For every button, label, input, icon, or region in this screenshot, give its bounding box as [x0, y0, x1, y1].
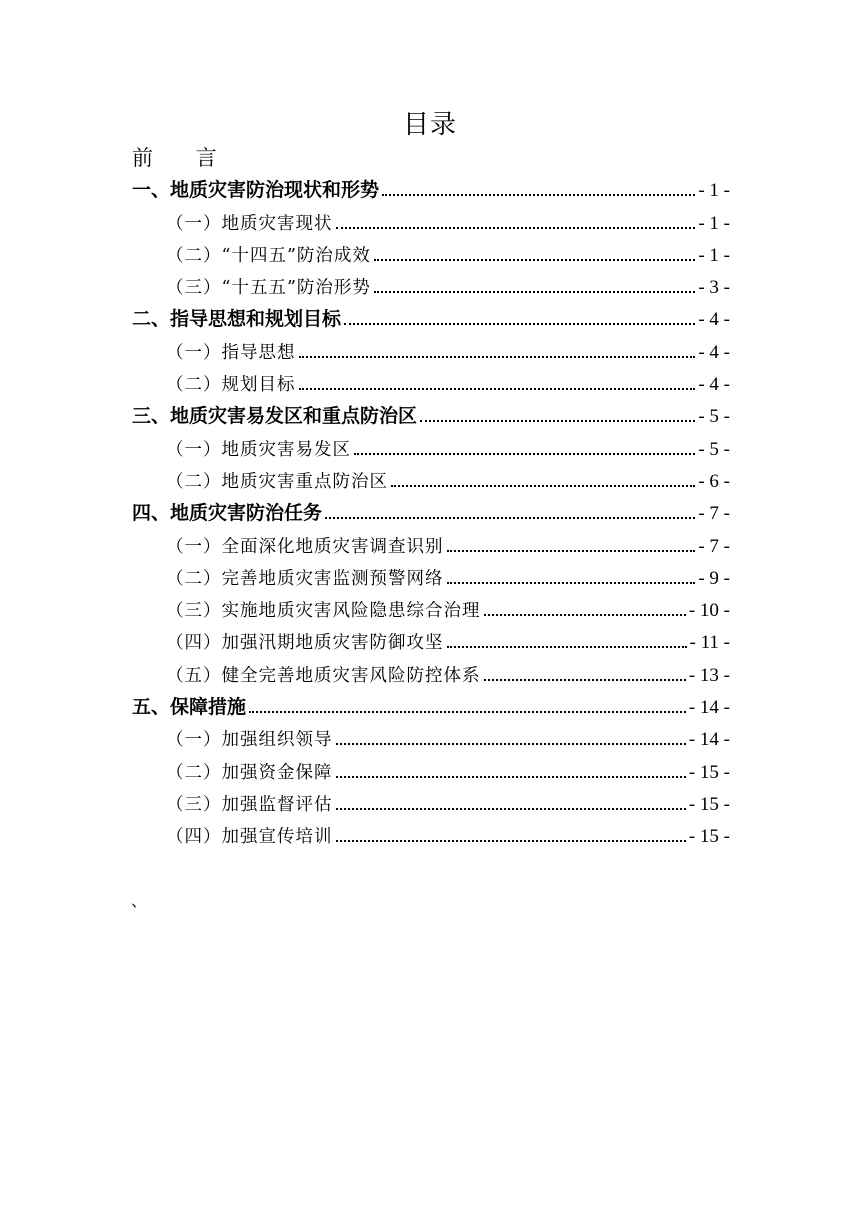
toc-dot-leader — [344, 323, 695, 325]
toc-entry-text: （一）全面深化地质灾害调查识别 — [166, 536, 444, 557]
toc-section-entry[interactable] — [132, 170, 730, 202]
toc-dot-leader — [391, 485, 695, 487]
toc-subsection-entry[interactable] — [132, 202, 730, 234]
toc-page-number: - 7 - — [698, 503, 730, 525]
toc-entry-text: （一）指导思想 — [166, 342, 296, 363]
toc-subsection-entry[interactable] — [132, 428, 730, 460]
toc-page-number: - 13 - — [688, 664, 730, 686]
toc-subsection-entry[interactable] — [132, 235, 730, 267]
toc-dot-leader — [336, 776, 686, 778]
toc-entry-text: （一）加强组织领导 — [166, 730, 333, 751]
toc-dot-leader — [336, 743, 686, 745]
toc-dot-leader — [325, 517, 695, 519]
toc-entry-text: 二、指导思想和规划目标 — [132, 308, 342, 331]
toc-page-number: - 1 - — [698, 244, 730, 266]
toc-dot-leader — [336, 808, 686, 810]
toc-page-number: - 11 - — [689, 632, 730, 654]
toc-page-number: - 15 - — [688, 793, 730, 815]
toc-subsection-entry[interactable] — [132, 461, 730, 493]
toc-preface-text: 前 言 — [132, 146, 235, 170]
toc-dot-leader — [374, 291, 695, 293]
toc-dot-leader — [382, 194, 695, 196]
toc-subsection-entry[interactable] — [132, 331, 730, 363]
toc-subsection-entry[interactable] — [132, 719, 730, 751]
stray-mark: 、 — [131, 891, 148, 910]
toc-entry-text: （四）加强宣传培训 — [166, 827, 333, 848]
toc-page-number: - 4 - — [698, 341, 730, 363]
toc-dot-leader — [336, 227, 696, 229]
toc-page-number: - 14 - — [688, 697, 730, 719]
toc-entry-text: （三）“十五五”防治形势 — [166, 278, 371, 299]
toc-page-number: - 5 - — [698, 438, 730, 460]
toc-subsection-entry[interactable] — [132, 267, 730, 299]
toc-entry-text: （二）“十四五”防治成效 — [166, 245, 371, 266]
toc-subsection-entry[interactable] — [132, 622, 730, 654]
toc-page-number: - 6 - — [698, 470, 730, 492]
toc-entry-text: （四）加强汛期地质灾害防御攻坚 — [166, 633, 444, 654]
toc-page-number: - 7 - — [698, 535, 730, 557]
toc-entry-text: 一、地质灾害防治现状和形势 — [132, 179, 380, 202]
toc-entry-text: （五）健全完善地质灾害风险防控体系 — [166, 665, 481, 686]
toc-page-number: - 15 - — [688, 826, 730, 848]
toc-subsection-entry[interactable] — [132, 751, 730, 783]
toc-page-number: - 9 - — [698, 567, 730, 589]
toc-section-entry[interactable] — [132, 687, 730, 719]
toc-subsection-entry[interactable] — [132, 364, 730, 396]
toc-dot-leader — [447, 582, 696, 584]
toc-dot-leader — [484, 679, 686, 681]
toc-dot-leader — [420, 420, 695, 422]
toc-dot-leader — [484, 614, 686, 616]
toc-dot-leader — [249, 711, 686, 713]
toc-page-number: - 3 - — [698, 277, 730, 299]
toc-subsection-entry[interactable] — [132, 654, 730, 686]
toc-entry-text: 四、地质灾害防治任务 — [132, 502, 323, 525]
toc-preface — [132, 142, 235, 172]
toc-page-number: - 4 - — [698, 374, 730, 396]
toc-entry-text: （二）地质灾害重点防治区 — [166, 471, 388, 492]
toc-subsection-entry[interactable] — [132, 590, 730, 622]
toc-dot-leader — [299, 356, 696, 358]
toc-subsection-entry[interactable] — [132, 558, 730, 590]
toc-title: 目录 — [402, 110, 457, 140]
toc-entry-text: （二）规划目标 — [166, 375, 296, 396]
toc-entry-text: （二）完善地质灾害监测预警网络 — [166, 568, 444, 589]
toc-entry-text: 五、保障措施 — [132, 696, 247, 719]
toc-page-number: - 1 - — [698, 212, 730, 234]
toc-page-number: - 4 - — [698, 309, 730, 331]
toc-dot-leader — [336, 840, 686, 842]
toc-entry-text: （二）加强资金保障 — [166, 762, 333, 783]
toc-entry-text: （一）地质灾害现状 — [166, 213, 333, 234]
toc-entry-text: （一）地质灾害易发区 — [166, 439, 351, 460]
toc-subsection-entry[interactable] — [132, 525, 730, 557]
toc-page-number: - 15 - — [688, 761, 730, 783]
toc-section-entry[interactable] — [132, 493, 730, 525]
toc-page-number: - 10 - — [688, 600, 730, 622]
toc-section-entry[interactable] — [132, 299, 730, 331]
toc-subsection-entry[interactable] — [132, 816, 730, 848]
toc-page-number: - 5 - — [698, 406, 730, 428]
toc-dot-leader — [447, 550, 696, 552]
toc-section-entry[interactable] — [132, 396, 730, 428]
toc-dot-leader — [374, 259, 695, 261]
toc-entry-text: （三）加强监督评估 — [166, 794, 333, 815]
toc-dot-leader — [299, 388, 696, 390]
toc-entry-text: （三）实施地质灾害风险隐患综合治理 — [166, 601, 481, 622]
toc-page-number: - 1 - — [698, 180, 730, 202]
toc-dot-leader — [354, 453, 695, 455]
toc-subsection-entry[interactable] — [132, 784, 730, 816]
toc-page-number: - 14 - — [688, 729, 730, 751]
toc-dot-leader — [447, 646, 687, 648]
toc-entry-text: 三、地质灾害易发区和重点防治区 — [132, 405, 418, 428]
toc-list — [132, 170, 730, 848]
